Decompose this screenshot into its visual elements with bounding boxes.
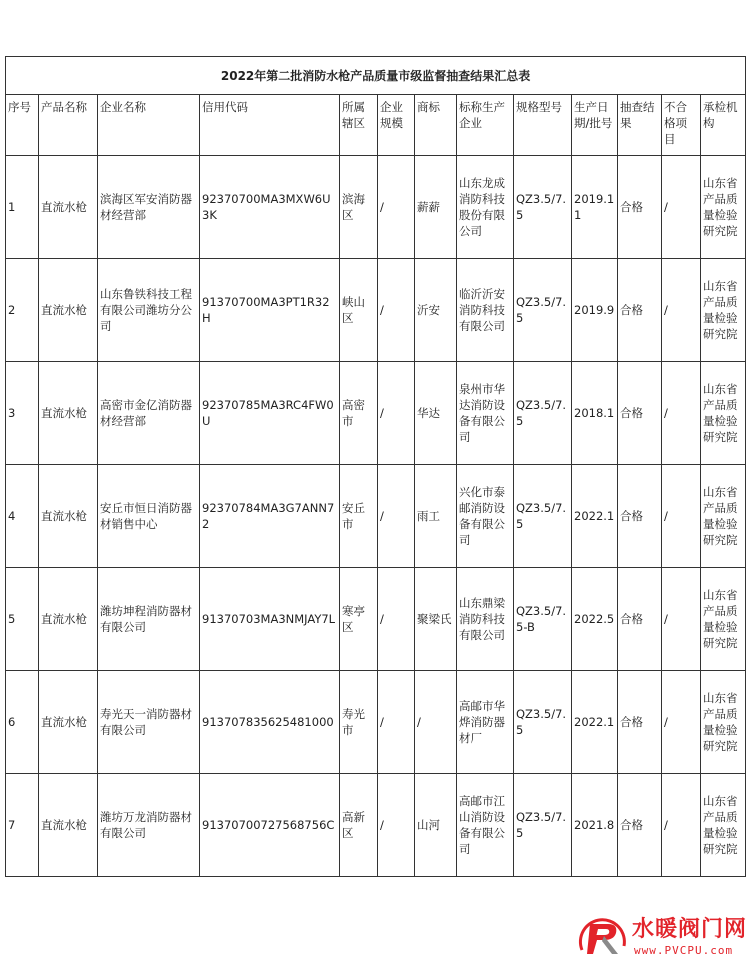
table-cell: 合格 (618, 465, 662, 568)
header-cell: 企业规模 (378, 95, 415, 156)
table-cell: QZ3.5/7.5 (514, 671, 572, 774)
watermark-name: 水暖阀门网 (632, 917, 748, 942)
table-cell: 92370700MA3MXW6U3K (200, 156, 340, 259)
table-cell: 潍坊坤程消防器材有限公司 (98, 568, 200, 671)
table-cell: / (378, 259, 415, 362)
table-cell: 峡山区 (340, 259, 378, 362)
table-cell: 薪薪 (415, 156, 457, 259)
table-cell: 泉州市华达消防设备有限公司 (457, 362, 514, 465)
table-cell: / (662, 568, 701, 671)
table-cell: 直流水枪 (39, 671, 98, 774)
header-cell: 商标 (415, 95, 457, 156)
table-cell: QZ3.5/7.5 (514, 156, 572, 259)
table-cell: 4 (6, 465, 39, 568)
table-cell: 2022.1 (572, 465, 618, 568)
table-cell: 7 (6, 774, 39, 877)
table-cell: 直流水枪 (39, 774, 98, 877)
table-cell: 高新区 (340, 774, 378, 877)
table-cell: 直流水枪 (39, 156, 98, 259)
table-cell: 山东省产品质量检验研究院 (701, 259, 746, 362)
table-row (6, 259, 746, 362)
table-cell: QZ3.5/7.5 (514, 465, 572, 568)
table-cell: 雨工 (415, 465, 457, 568)
table-cell: 91370700MA3PT1R32H (200, 259, 340, 362)
table-cell: 92370785MA3RC4FW0U (200, 362, 340, 465)
table-cell: 安丘市 (340, 465, 378, 568)
table-cell: 合格 (618, 568, 662, 671)
table-cell: 聚梁氏 (415, 568, 457, 671)
table-cell: 高密市 (340, 362, 378, 465)
table-cell: 913707835625481000 (200, 671, 340, 774)
table-body (6, 156, 746, 877)
table-cell: 92370784MA3G7ANN72 (200, 465, 340, 568)
table-cell: 山东省产品质量检验研究院 (701, 568, 746, 671)
table-cell: 5 (6, 568, 39, 671)
header-cell: 信用代码 (200, 95, 340, 156)
table-cell: 山东省产品质量检验研究院 (701, 774, 746, 877)
table-cell: 山东省产品质量检验研究院 (701, 362, 746, 465)
table-cell: 山河 (415, 774, 457, 877)
header-cell: 标称生产企业 (457, 95, 514, 156)
table-cell: 合格 (618, 259, 662, 362)
table-cell: QZ3.5/7.5-B (514, 568, 572, 671)
table-cell: 2 (6, 259, 39, 362)
table-cell: QZ3.5/7.5 (514, 774, 572, 877)
table-cell: 6 (6, 671, 39, 774)
table-cell: 91370700727568756C (200, 774, 340, 877)
table-cell: 华达 (415, 362, 457, 465)
table-cell: 2018.1 (572, 362, 618, 465)
table-cell: 山东省产品质量检验研究院 (701, 671, 746, 774)
table-cell: 寿光天一消防器材有限公司 (98, 671, 200, 774)
table-cell: 高邮市华烨消防器材厂 (457, 671, 514, 774)
table-cell: 高密市金亿消防器材经营部 (98, 362, 200, 465)
table-cell: 直流水枪 (39, 362, 98, 465)
table-cell: 山东省产品质量检验研究院 (701, 156, 746, 259)
header-cell: 规格型号 (514, 95, 572, 156)
table-cell: 寿光市 (340, 671, 378, 774)
table-cell: 兴化市泰邮消防设备有限公司 (457, 465, 514, 568)
table-cell: / (378, 156, 415, 259)
table-cell: / (662, 259, 701, 362)
table-cell: 合格 (618, 671, 662, 774)
table-cell: / (662, 362, 701, 465)
table-cell: 滨海区 (340, 156, 378, 259)
table-cell: 山东省产品质量检验研究院 (701, 465, 746, 568)
table-cell: 合格 (618, 774, 662, 877)
results-table (5, 56, 746, 877)
table-cell: / (662, 465, 701, 568)
header-cell: 企业名称 (98, 95, 200, 156)
results-sheet (5, 56, 746, 877)
table-cell: 3 (6, 362, 39, 465)
table-title: 2022年第二批消防水枪产品质量市级监督抽查结果汇总表 (6, 57, 746, 95)
table-cell: 山东鼎梁消防科技有限公司 (457, 568, 514, 671)
header-cell: 抽查结果 (618, 95, 662, 156)
table-cell: 2019.11 (572, 156, 618, 259)
table-cell: 2022.1 (572, 671, 618, 774)
site-watermark (574, 906, 750, 965)
table-cell: 山东鲁铁科技工程有限公司潍坊分公司 (98, 259, 200, 362)
table-cell: 合格 (618, 362, 662, 465)
table-cell: / (662, 156, 701, 259)
table-row (6, 362, 746, 465)
header-cell: 承检机构 (701, 95, 746, 156)
table-cell: QZ3.5/7.5 (514, 362, 572, 465)
pipe-logo-icon (574, 906, 632, 964)
table-cell: / (415, 671, 457, 774)
table-cell: 山东龙成消防科技股份有限公司 (457, 156, 514, 259)
table-cell: / (662, 774, 701, 877)
table-row (6, 671, 746, 774)
table-cell: / (378, 774, 415, 877)
table-cell: 沂安 (415, 259, 457, 362)
header-cell: 不合格项目 (662, 95, 701, 156)
header-cell: 产品名称 (39, 95, 98, 156)
table-cell: 2022.5 (572, 568, 618, 671)
table-cell: 直流水枪 (39, 465, 98, 568)
table-cell: 2021.8 (572, 774, 618, 877)
header-cell: 序号 (6, 95, 39, 156)
table-cell: 直流水枪 (39, 259, 98, 362)
table-cell: 91370703MA3NMJAY7L (200, 568, 340, 671)
table-cell: 滨海区军安消防器材经营部 (98, 156, 200, 259)
table-cell: QZ3.5/7.5 (514, 259, 572, 362)
table-cell: 潍坊万龙消防器材有限公司 (98, 774, 200, 877)
header-cell: 所属辖区 (340, 95, 378, 156)
table-cell: 合格 (618, 156, 662, 259)
table-cell: 临沂沂安消防科技有限公司 (457, 259, 514, 362)
table-cell: 高邮市江山消防设备有限公司 (457, 774, 514, 877)
table-row (6, 568, 746, 671)
table-row (6, 774, 746, 877)
table-cell: 1 (6, 156, 39, 259)
header-row (6, 95, 746, 156)
table-cell: / (378, 568, 415, 671)
table-cell: / (662, 671, 701, 774)
table-cell: / (378, 465, 415, 568)
table-cell: 直流水枪 (39, 568, 98, 671)
table-row (6, 465, 746, 568)
table-cell: / (378, 671, 415, 774)
watermark-url: www.PVCPU.com (634, 944, 734, 957)
table-cell: 寒亭区 (340, 568, 378, 671)
table-row (6, 156, 746, 259)
table-cell: 2019.9 (572, 259, 618, 362)
table-cell: 安丘市恒日消防器材销售中心 (98, 465, 200, 568)
header-cell: 生产日期/批号 (572, 95, 618, 156)
table-cell: / (378, 362, 415, 465)
